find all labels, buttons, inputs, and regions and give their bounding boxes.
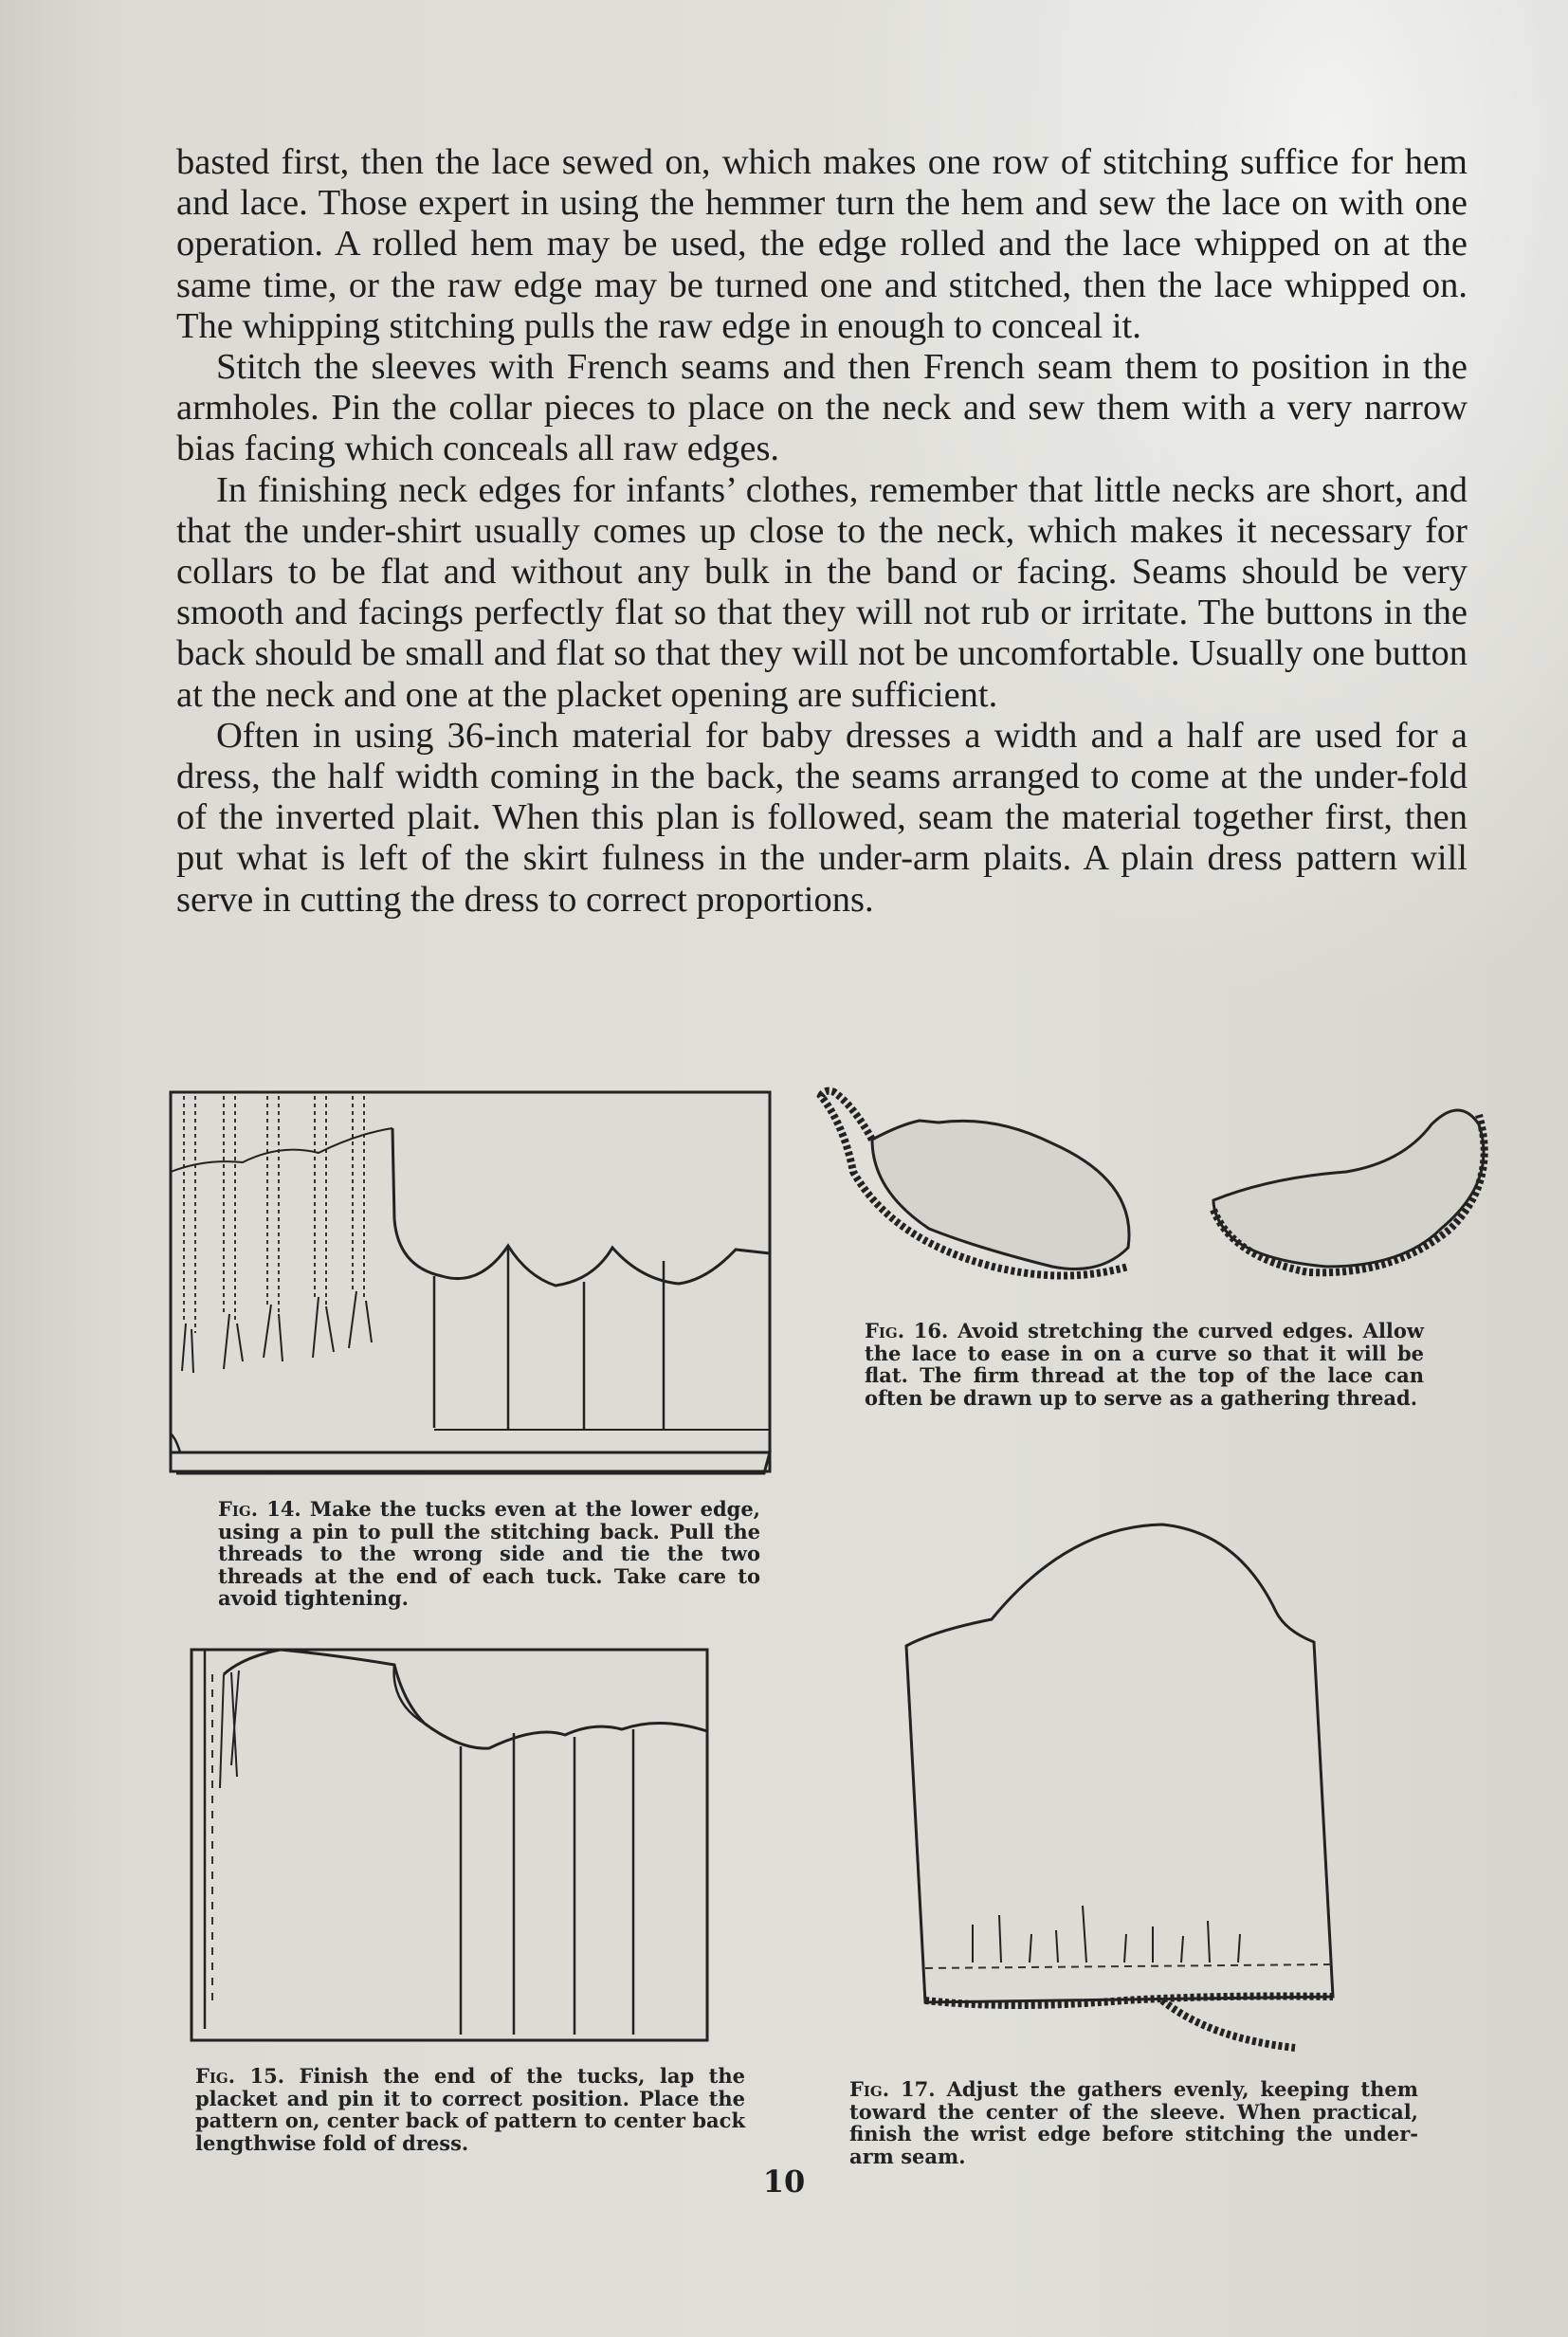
- paragraph-3: In finishing neck edges for infants’ clothes, remember that little necks are short, and that the under-shirt usually comes up close to the neck, which makes it necessary for collars to be flat and without any bulk in the band or facing. Seams should be very smooth and facings perfectly flat so that they will not rub or irritate. The buttons in the back should be small and flat so that they will not be uncomfortable. Usually one button at the neck and one at the placket opening are sufficient.: [176, 469, 1468, 715]
- fig16-drawing: [815, 1086, 1488, 1305]
- fig14-caption: [218, 1498, 760, 1610]
- fig16-caption: [865, 1320, 1424, 1409]
- fig17-illustration: [897, 1507, 1342, 2086]
- fig14-drawing: [167, 1086, 783, 1485]
- body-text: [176, 142, 1468, 921]
- fig14-caption-text: Make the tucks even at the lower edge, using a pin to pull the stitching back. Pull the threads to the wrong side and tie the two threads at the end of each tuck. Take care to avoid tightening.: [218, 1497, 760, 1610]
- fig16-label: Fig. 16.: [865, 1319, 949, 1342]
- fig15-label: Fig. 15.: [195, 2064, 285, 2088]
- paragraph-4: Often in using 36-inch material for baby dresses a width and a half are used for a dress, the half width coming in the back, the seams arranged to come at the under-fold of the inverted plait. When this plan is followed, seam the material together first, then put what is left of the skirt fulness in the under-arm plaits. A plain dress pattern will serve in cutting the dress to correct proportions.: [176, 715, 1468, 920]
- fig14-illustration: [167, 1086, 783, 1485]
- page-number: 10: [762, 2164, 806, 2200]
- fig17-caption: [849, 2078, 1418, 2167]
- fig17-label: Fig. 17.: [849, 2077, 936, 2101]
- paragraph-1: basted first, then the lace sewed on, which makes one row of stitching suffice for hem and lace. Those expert in using the hemmer turn the hem and sew the lace on with one operation. A rolled hem may be used, the edge rolled and the lace whipped on at the same time, or the raw edge may be turned one and stitched, then the lace whipped on. The whipping stitching pulls the raw edge in enough to conceal it.: [176, 142, 1468, 346]
- paragraph-2: Stitch the sleeves with French seams and then French seam them to position in the armholes. Pin the collar pieces to place on the neck and sew them with a very narrow bias facing which conceals all raw edges.: [176, 347, 1468, 469]
- fig15-illustration: [186, 1646, 717, 2044]
- fig15-drawing: [186, 1646, 717, 2044]
- fig15-caption-text: Finish the end of the tucks, lap the placket and pin it to correct position. Place the pattern on, center back of pattern to center back lengthwise fold of dress.: [195, 2064, 745, 2155]
- fig16-illustration: [815, 1086, 1488, 1305]
- fig17-caption-text: Adjust the gathers evenly, keeping them toward the center of the sleeve. When practical, finish the wrist edge before stitching the under-arm seam.: [849, 2077, 1418, 2168]
- fig17-drawing: [897, 1507, 1342, 2086]
- fig15-caption: [195, 2065, 745, 2154]
- fig16-caption-text: Avoid stretching the curved edges. Allow the lace to ease in on a curve so that it will be flat. The firm thread at the top of the lace can often be drawn up to serve as a gathering thread.: [865, 1319, 1424, 1410]
- fig14-label: Fig. 14.: [218, 1497, 301, 1521]
